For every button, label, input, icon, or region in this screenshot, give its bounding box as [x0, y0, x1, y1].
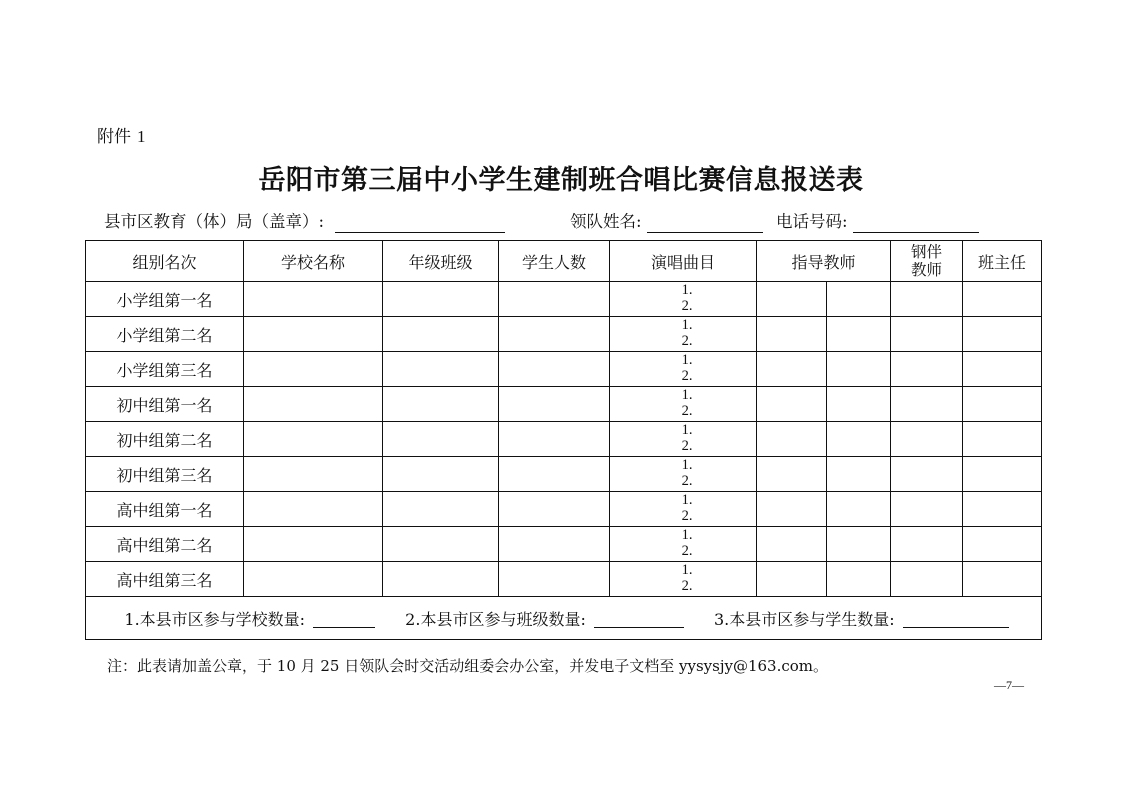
teacher-cell-1[interactable]: [757, 492, 827, 527]
grade-cell[interactable]: [383, 282, 499, 317]
col-group: 组别名次: [86, 241, 244, 282]
grade-cell[interactable]: [383, 492, 499, 527]
pianist-cell[interactable]: [891, 282, 963, 317]
teacher-cell-2[interactable]: [827, 527, 891, 562]
song-1: 1.: [681, 562, 693, 578]
teacher-cell-2[interactable]: [827, 422, 891, 457]
teacher-cell-2[interactable]: [827, 562, 891, 597]
teacher-cell-2[interactable]: [827, 457, 891, 492]
county-field: [104, 208, 505, 233]
student-count-label: 3.本县市区参与学生数量:: [713, 609, 895, 629]
song-2: 2.: [681, 403, 693, 419]
head-teacher-cell[interactable]: [963, 492, 1042, 527]
song-1: 1.: [681, 282, 693, 298]
grade-cell[interactable]: [383, 527, 499, 562]
pianist-cell[interactable]: [891, 317, 963, 352]
info-table: [85, 240, 1042, 640]
students-cell[interactable]: [499, 457, 610, 492]
songs-cell[interactable]: [610, 282, 757, 317]
table-row: [86, 527, 1042, 562]
songs-cell[interactable]: [610, 457, 757, 492]
song-1: 1.: [681, 492, 693, 508]
teacher-cell-1[interactable]: [757, 562, 827, 597]
teacher-cell-2[interactable]: [827, 282, 891, 317]
summary-cell: [86, 597, 1042, 640]
row-label: 小学组第一名: [86, 282, 244, 317]
school-cell[interactable]: [244, 492, 383, 527]
head-teacher-cell[interactable]: [963, 527, 1042, 562]
col-teacher: 指导教师: [757, 241, 891, 282]
school-cell[interactable]: [244, 457, 383, 492]
pianist-cell[interactable]: [891, 352, 963, 387]
songs-cell[interactable]: [610, 352, 757, 387]
students-cell[interactable]: [499, 422, 610, 457]
school-count-label: 1.本县市区参与学校数量:: [124, 609, 306, 629]
teacher-cell-2[interactable]: [827, 317, 891, 352]
teacher-cell-2[interactable]: [827, 352, 891, 387]
teacher-cell-1[interactable]: [757, 457, 827, 492]
row-label: 小学组第三名: [86, 352, 244, 387]
leader-field: [570, 208, 763, 233]
student-count-field: [714, 607, 1009, 630]
head-teacher-cell[interactable]: [963, 422, 1042, 457]
grade-cell[interactable]: [383, 387, 499, 422]
pianist-cell[interactable]: [891, 457, 963, 492]
phone-label: 电话号码:: [776, 212, 848, 231]
county-label: 县市区教育（体）局（盖章）:: [104, 212, 325, 231]
students-cell[interactable]: [499, 317, 610, 352]
song-2: 2.: [681, 543, 693, 559]
col-head-teacher: 班主任: [963, 241, 1042, 282]
song-2: 2.: [681, 368, 693, 384]
songs-cell[interactable]: [610, 492, 757, 527]
class-count-field: [405, 607, 684, 630]
song-1: 1.: [681, 387, 693, 403]
pianist-line1: 钢伴: [911, 243, 943, 261]
school-count-blank[interactable]: [313, 613, 375, 628]
row-label: 高中组第一名: [86, 492, 244, 527]
page-number: —7—: [994, 678, 1024, 692]
pianist-cell[interactable]: [891, 527, 963, 562]
row-label: 初中组第二名: [86, 422, 244, 457]
grade-cell[interactable]: [383, 422, 499, 457]
col-school: 学校名称: [244, 241, 383, 282]
teacher-cell-1[interactable]: [757, 422, 827, 457]
col-grade: 年级班级: [383, 241, 499, 282]
school-cell[interactable]: [244, 527, 383, 562]
footnote: 注：此表请加盖公章，于 10 月 25 日领队会时交活动组委会办公室，并发电子文档至 yysysjy@163.com。: [107, 657, 829, 675]
teacher-cell-1[interactable]: [757, 317, 827, 352]
teacher-cell-2[interactable]: [827, 492, 891, 527]
students-cell[interactable]: [499, 562, 610, 597]
class-count-label: 2.本县市区参与班级数量:: [405, 609, 586, 629]
school-count-field: [124, 607, 375, 630]
head-teacher-cell[interactable]: [963, 317, 1042, 352]
school-cell[interactable]: [244, 317, 383, 352]
song-1: 1.: [681, 527, 693, 543]
class-count-blank[interactable]: [594, 613, 684, 628]
song-2: 2.: [681, 473, 693, 489]
row-label: 初中组第一名: [86, 387, 244, 422]
song-2: 2.: [681, 578, 693, 594]
grade-cell[interactable]: [383, 352, 499, 387]
phone-field: [776, 208, 979, 233]
teacher-cell-1[interactable]: [757, 387, 827, 422]
song-1: 1.: [681, 422, 693, 438]
leader-blank[interactable]: [647, 214, 763, 233]
header-row: [86, 241, 1042, 282]
attachment-text: 附件: [97, 127, 131, 147]
row-label: 小学组第二名: [86, 317, 244, 352]
table-row: [86, 317, 1042, 352]
row-label: 高中组第二名: [86, 527, 244, 562]
attachment-number: 1: [137, 127, 146, 146]
pianist-cell[interactable]: [891, 492, 963, 527]
phone-blank[interactable]: [853, 214, 979, 233]
students-cell[interactable]: [499, 352, 610, 387]
row-label: 高中组第三名: [86, 562, 244, 597]
head-teacher-cell[interactable]: [963, 457, 1042, 492]
school-cell[interactable]: [244, 387, 383, 422]
students-cell[interactable]: [499, 282, 610, 317]
table-row: [86, 352, 1042, 387]
students-cell[interactable]: [499, 527, 610, 562]
grade-cell[interactable]: [383, 317, 499, 352]
students-cell[interactable]: [499, 387, 610, 422]
pianist-cell[interactable]: [891, 562, 963, 597]
school-cell[interactable]: [244, 422, 383, 457]
table-row: [86, 492, 1042, 527]
col-students: 学生人数: [499, 241, 610, 282]
song-1: 1.: [681, 352, 693, 368]
head-teacher-cell[interactable]: [963, 352, 1042, 387]
songs-cell[interactable]: [610, 562, 757, 597]
head-teacher-cell[interactable]: [963, 282, 1042, 317]
pianist-cell[interactable]: [891, 422, 963, 457]
attachment-label: [97, 122, 146, 147]
table-row: [86, 387, 1042, 422]
grade-cell[interactable]: [383, 562, 499, 597]
song-2: 2.: [681, 298, 693, 314]
songs-cell[interactable]: [610, 527, 757, 562]
teacher-cell-1[interactable]: [757, 282, 827, 317]
song-2: 2.: [681, 508, 693, 524]
student-count-blank[interactable]: [903, 613, 1009, 628]
school-cell[interactable]: [244, 282, 383, 317]
table-row: [86, 457, 1042, 492]
county-blank[interactable]: [335, 214, 505, 233]
school-cell[interactable]: [244, 562, 383, 597]
song-1: 1.: [681, 317, 693, 333]
song-2: 2.: [681, 333, 693, 349]
pianist-line2: 教师: [911, 261, 943, 279]
grade-cell[interactable]: [383, 457, 499, 492]
col-pianist: [891, 241, 963, 282]
row-label: 初中组第三名: [86, 457, 244, 492]
leader-label: 领队姓名:: [570, 212, 642, 231]
students-cell[interactable]: [499, 492, 610, 527]
form-title: 岳阳市第三届中小学生建制班合唱比赛信息报送表: [258, 165, 864, 196]
songs-cell[interactable]: [610, 387, 757, 422]
table-row: [86, 422, 1042, 457]
head-teacher-cell[interactable]: [963, 387, 1042, 422]
song-2: 2.: [681, 438, 693, 454]
teacher-cell-2[interactable]: [827, 387, 891, 422]
song-1: 1.: [681, 457, 693, 473]
table-row: [86, 562, 1042, 597]
school-cell[interactable]: [244, 352, 383, 387]
table-row: [86, 282, 1042, 317]
teacher-cell-1[interactable]: [757, 527, 827, 562]
col-songs: 演唱曲目: [610, 241, 757, 282]
pianist-cell[interactable]: [891, 387, 963, 422]
songs-cell[interactable]: [610, 317, 757, 352]
songs-cell[interactable]: [610, 422, 757, 457]
teacher-cell-1[interactable]: [757, 352, 827, 387]
summary-row: [86, 597, 1042, 640]
head-teacher-cell[interactable]: [963, 562, 1042, 597]
